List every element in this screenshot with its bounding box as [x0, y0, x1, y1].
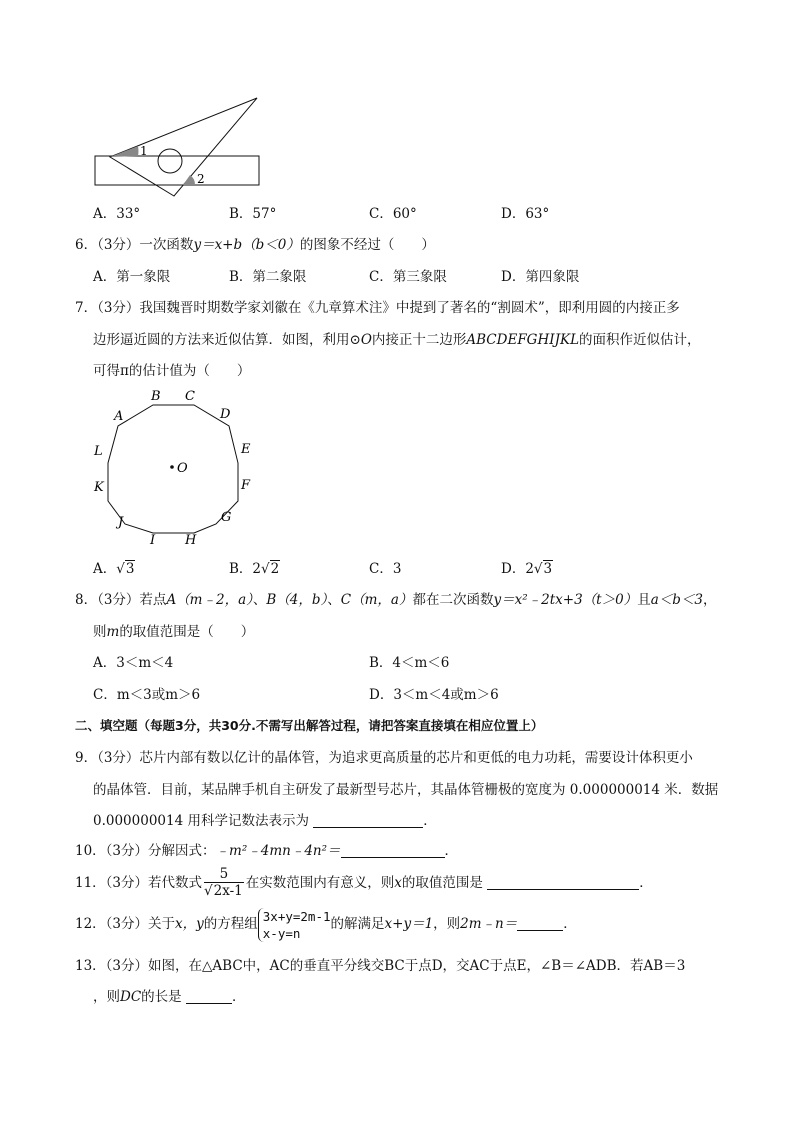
q8-point-a: A（m﹣2，a） — [166, 592, 253, 608]
q12-pre: 12．（3分）关于 — [75, 916, 176, 932]
dodecagon-shape — [108, 405, 238, 533]
q8-option-d: D．3＜m＜4或m＞6 — [369, 687, 499, 703]
q6-option-a: A．第一象限 — [93, 269, 171, 285]
q8-mid: 都在二次函数 — [412, 592, 494, 608]
q7-stem-line1: 7．（3分）我国魏晋时期数学家刘徽在《九章算术注》中提到了著名的“割圆术”，即利用圆的内接正多 — [75, 300, 680, 316]
vertex-label-a: A — [114, 409, 124, 424]
q7-option-d: D．2√3 — [501, 561, 553, 577]
q7-option-d-coef: 2 — [525, 561, 534, 577]
q7-option-a-rad: 3 — [125, 561, 135, 577]
q13-stem-line2 — [93, 988, 245, 1006]
q8-stem-line1 — [75, 591, 716, 609]
q13-end: ． — [231, 989, 246, 1005]
angle-1-label: 1 — [140, 144, 148, 158]
q7-option-a: A．√3 — [93, 561, 135, 577]
q6-option-b: B．第二象限 — [229, 269, 307, 285]
q7-option-b: B．2√2 — [229, 561, 280, 577]
q8-condition: a＜b＜3 — [650, 592, 703, 608]
q8-option-c: C．m＜3或m＞6 — [93, 687, 201, 703]
q8-line2-var: m — [106, 624, 120, 640]
angle-2-label: 2 — [197, 172, 205, 186]
q12-stem — [75, 905, 577, 943]
q8-sep2: 、 — [327, 592, 341, 608]
q12-answer-blank[interactable] — [517, 916, 563, 931]
q8-sep1: 、 — [252, 592, 267, 608]
q10-answer-blank[interactable] — [341, 843, 445, 858]
q5-option-d: D．63° — [501, 206, 550, 222]
q7-option-b-coef: 2 — [252, 561, 262, 577]
q5-figure — [90, 95, 270, 200]
q6-option-d: D．第四象限 — [501, 269, 580, 285]
q12-mid: 的方程组 — [203, 916, 258, 932]
q7-option-b-rad: 2 — [270, 561, 280, 577]
q11-denominator-radicand: 2x-1 — [213, 883, 243, 899]
q12-equation-2: x-y=n — [262, 925, 301, 941]
q8-option-a: A．3＜m＜4 — [93, 655, 174, 671]
q12-vars: x，y — [175, 916, 204, 932]
q6-option-c: C．第三象限 — [369, 269, 447, 285]
center-point-o — [170, 465, 174, 469]
q12-post-mid: ，则 — [433, 916, 461, 932]
q10-stem — [75, 842, 458, 860]
q11-answer-blank[interactable] — [487, 875, 639, 890]
q7-line2-o: O — [360, 332, 372, 348]
q7-line2-mid: 内接正十二边形 — [371, 332, 467, 348]
q11-post: 的取值范围是 — [401, 875, 483, 891]
q11-numerator: 5 — [204, 867, 244, 883]
vertex-label-d: D — [220, 407, 231, 422]
q8-line2-pre: 则 — [93, 624, 107, 640]
vertex-label-b: B — [151, 389, 161, 404]
q7-dodecagon-figure — [86, 384, 261, 552]
vertex-label-j: J — [118, 515, 124, 530]
q6-stem-pre: 6．（3分）一次函数 — [75, 237, 194, 253]
q9-stem-line1: 9．（3分）芯片内部有数以亿计的晶体管，为追求更高质量的芯片和更低的电力功耗，需要设计体积更小 — [75, 750, 693, 766]
q13-line2-pre: ，则 — [93, 989, 120, 1005]
q9-line3-text: 0.000000014 用科学记数法表示为 — [93, 813, 309, 829]
q12-post-pre: 的解满足 — [330, 916, 385, 932]
q7-option-b-letter: B． — [229, 561, 253, 577]
q13-line2-post: 的长是 — [141, 989, 182, 1005]
q7-option-a-letter: A． — [93, 561, 117, 577]
q7-line2-poly: ABCDEFGHIJKL — [466, 332, 580, 348]
q8-point-c: C（m，a） — [340, 592, 413, 608]
q9-stem-line2: 的晶体管．目前，某品牌手机自主研发了最新型号芯片，其晶体管栅极的宽度为 0.000000014 米．数据 — [93, 782, 719, 798]
q7-line2-pre: 边形逼近圆的方法来近似估算．如图，利用⊙ — [93, 332, 361, 348]
q9-end: ． — [423, 813, 437, 829]
vertex-label-c: C — [185, 389, 195, 404]
vertex-label-l: L — [94, 444, 103, 459]
q9-stem-line3 — [93, 812, 437, 830]
q13-stem-line1: 13．（3分）如图，在△ABC中，AC的垂直平分线交BC于点D，交AC于点E，∠B＝∠ADB．若AB＝3 — [75, 958, 686, 974]
q11-var: x — [394, 875, 402, 891]
q7-line2-post: 的面积作近似估计， — [579, 332, 701, 348]
q7-option-d-rad: 3 — [543, 561, 553, 577]
q10-end: ． — [444, 843, 459, 859]
q6-stem-post: 的图象不经过（ ） — [299, 237, 435, 253]
q5-option-b: B．57° — [229, 206, 277, 222]
q7-option-c — [369, 560, 401, 578]
vertex-label-k: K — [94, 480, 104, 495]
q5-option-a: A．33° — [93, 206, 141, 222]
q12-equation-1: 3x+y=2m-1 — [262, 908, 331, 924]
q6-stem — [75, 236, 435, 254]
vertex-label-i: I — [150, 533, 156, 548]
q13-line2-var: DC — [120, 989, 142, 1005]
set-square-triangle — [110, 98, 257, 196]
q12-target: 2m﹣n＝ — [460, 916, 518, 932]
q11-fraction — [204, 867, 244, 900]
angle-2-marker — [183, 175, 195, 185]
q10-expression: ﹣m²﹣4mn﹣4n²＝ — [215, 843, 341, 859]
q8-cond-post: ， — [702, 592, 717, 608]
q6-stem-expr: y＝x+b（b＜0） — [193, 237, 300, 253]
q11-pre: 11．（3分）若代数式 — [75, 875, 203, 891]
q7-option-c-letter: C．3 — [369, 561, 402, 577]
vertex-label-e: E — [241, 442, 251, 457]
q13-answer-blank[interactable] — [186, 989, 232, 1004]
q8-function: y＝x²﹣2tx+3（t＞0） — [493, 592, 638, 608]
q7-option-d-letter: D． — [501, 561, 526, 577]
center-label-o: O — [177, 461, 188, 476]
q8-stem-line2 — [93, 623, 254, 641]
vertex-label-g: G — [221, 510, 232, 525]
q5-option-c: C．60° — [369, 206, 417, 222]
q8-cond-pre: 且 — [637, 592, 651, 608]
q8-point-b: B（4，b） — [266, 592, 328, 608]
q9-answer-blank[interactable] — [313, 813, 423, 828]
q11-stem — [75, 866, 653, 900]
q11-denominator: √2x-1 — [204, 883, 243, 899]
q11-mid: 在实数范围内有意义，则 — [245, 875, 395, 891]
angle-1-marker — [110, 146, 138, 157]
set-square-hole — [158, 149, 182, 173]
q8-line2-post: 的取值范围是（ ） — [119, 624, 255, 640]
q8-option-b: B．4＜m＜6 — [369, 655, 450, 671]
q7-stem-line3: 可得π的估计值为（ ） — [93, 363, 251, 379]
q12-condition: x+y＝1 — [384, 916, 434, 932]
q8-line1-pre: 8．（3分）若点 — [75, 592, 167, 608]
q10-pre: 10．（3分）分解因式： — [75, 843, 216, 859]
section2-heading: 二、填空题（每题3分，共30分.不需写出解答过程，请把答案直接填在相应位置上） — [75, 718, 544, 733]
vertex-label-h: H — [185, 533, 197, 548]
q7-stem-line2 — [93, 331, 701, 349]
q12-end: ． — [563, 916, 577, 932]
q12-equation-system — [258, 908, 331, 942]
q11-end: ． — [639, 875, 653, 891]
vertex-label-f: F — [241, 478, 251, 493]
